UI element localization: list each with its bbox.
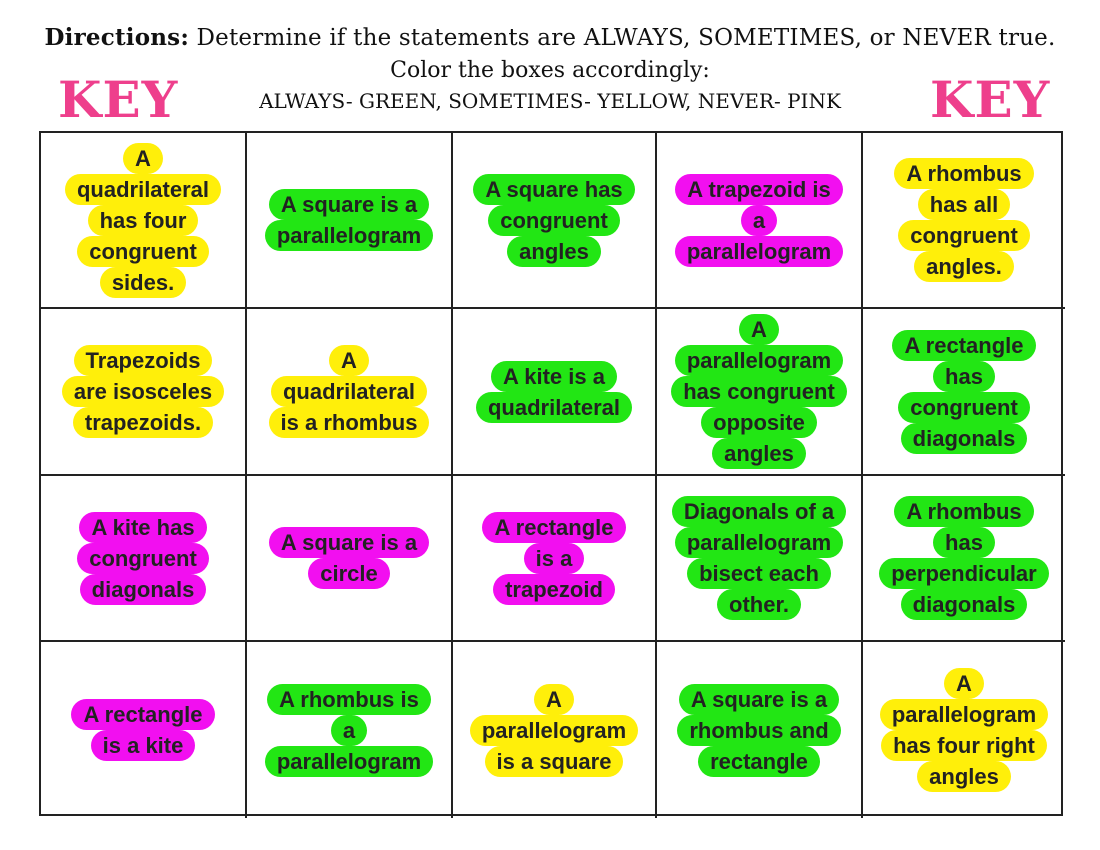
color-legend: ALWAYS- GREEN, SOMETIMES- YELLOW, NEVER- PINK [259,89,841,113]
statement-box[interactable] [41,642,247,818]
statement-line: parallelogram [265,746,433,777]
statement-line: A [123,143,163,174]
statement-line: are isosceles [62,376,224,407]
statement-line: A [944,668,984,699]
statement-line: parallelogram [675,527,843,558]
statement-line: A [739,314,779,345]
statement-line: is a rhombus [269,407,430,438]
statement-line: angles [712,438,806,469]
statement-box[interactable] [247,133,453,309]
statement-box[interactable] [657,476,863,642]
statement-line: congruent [77,236,209,267]
statement-line: has [933,527,995,558]
statement-box[interactable] [453,309,657,476]
statement-line: parallelogram [675,236,843,267]
statement-line: diagonals [80,574,207,605]
statement-line: parallelogram [880,699,1048,730]
statement-line: diagonals [901,423,1028,454]
statement-box[interactable] [247,476,453,642]
statement-box[interactable] [657,309,863,476]
statement-line: is a kite [91,730,196,761]
statement-line: has four [88,205,199,236]
statement-line: A square is a [269,189,429,220]
statement-line: has [933,361,995,392]
statement-line: quadrilateral [271,376,427,407]
statement-line: A rectangle [892,330,1035,361]
statement-line: congruent [77,543,209,574]
statement-line: rhombus and [677,715,840,746]
color-instruction: Color the boxes accordingly: [390,58,710,83]
statement-line: trapezoid [493,574,615,605]
statement-line: opposite [701,407,817,438]
statement-line: parallelogram [675,345,843,376]
statement-line: circle [308,558,390,589]
statement-line: A trapezoid is [675,174,842,205]
key-label-left: KEY [58,70,179,129]
statement-line: Trapezoids [74,345,213,376]
statement-line: a [331,715,367,746]
statement-box[interactable] [41,476,247,642]
statement-line: A rectangle [482,512,625,543]
statement-line: is a [524,543,585,574]
statement-line: diagonals [901,589,1028,620]
statement-box[interactable] [863,133,1065,309]
statement-line: A rhombus [894,158,1033,189]
statement-line: has four right [881,730,1047,761]
statement-line: A rhombus is [267,684,431,715]
statement-grid [39,131,1063,816]
statement-box[interactable] [247,642,453,818]
statement-line: congruent [488,205,620,236]
statement-line: other. [717,589,801,620]
statement-line: has all [918,189,1010,220]
statement-line: A square has [473,174,634,205]
key-label-right: KEY [930,70,1051,129]
statement-box[interactable] [863,476,1065,642]
statement-box[interactable] [863,309,1065,476]
statement-line: angles [917,761,1011,792]
statement-line: is a square [485,746,624,777]
statement-box[interactable] [863,642,1065,818]
statement-line: rectangle [698,746,820,777]
statement-line: congruent [898,392,1030,423]
statement-line: parallelogram [470,715,638,746]
statement-line: A square is a [679,684,839,715]
statement-line: Diagonals of a [672,496,846,527]
statement-line: A kite is a [491,361,617,392]
directions-text: Determine if the statements are ALWAYS, SOMETIMES, or NEVER true. [189,25,1056,51]
statement-line: has congruent [671,376,847,407]
statement-line: sides. [100,267,186,298]
statement-box[interactable] [453,642,657,818]
statement-box[interactable] [41,309,247,476]
statement-line: A rectangle [71,699,214,730]
statement-box[interactable] [41,133,247,309]
statement-line: A [534,684,574,715]
statement-line: quadrilateral [476,392,632,423]
directions-label: Directions: [44,24,190,51]
statement-box[interactable] [453,133,657,309]
statement-line: congruent [898,220,1030,251]
statement-box[interactable] [247,309,453,476]
statement-line: angles. [914,251,1014,282]
statement-line: A rhombus [894,496,1033,527]
statement-line: perpendicular [879,558,1048,589]
statement-line: parallelogram [265,220,433,251]
statement-box[interactable] [657,133,863,309]
statement-box[interactable] [453,476,657,642]
statement-line: A [329,345,369,376]
statement-line: trapezoids. [73,407,213,438]
statement-line: a [741,205,777,236]
statement-line: A square is a [269,527,429,558]
statement-line: bisect each [687,558,831,589]
statement-line: angles [507,236,601,267]
statement-box[interactable] [657,642,863,818]
statement-line: quadrilateral [65,174,221,205]
statement-line: A kite has [79,512,206,543]
directions-line [0,24,1100,51]
